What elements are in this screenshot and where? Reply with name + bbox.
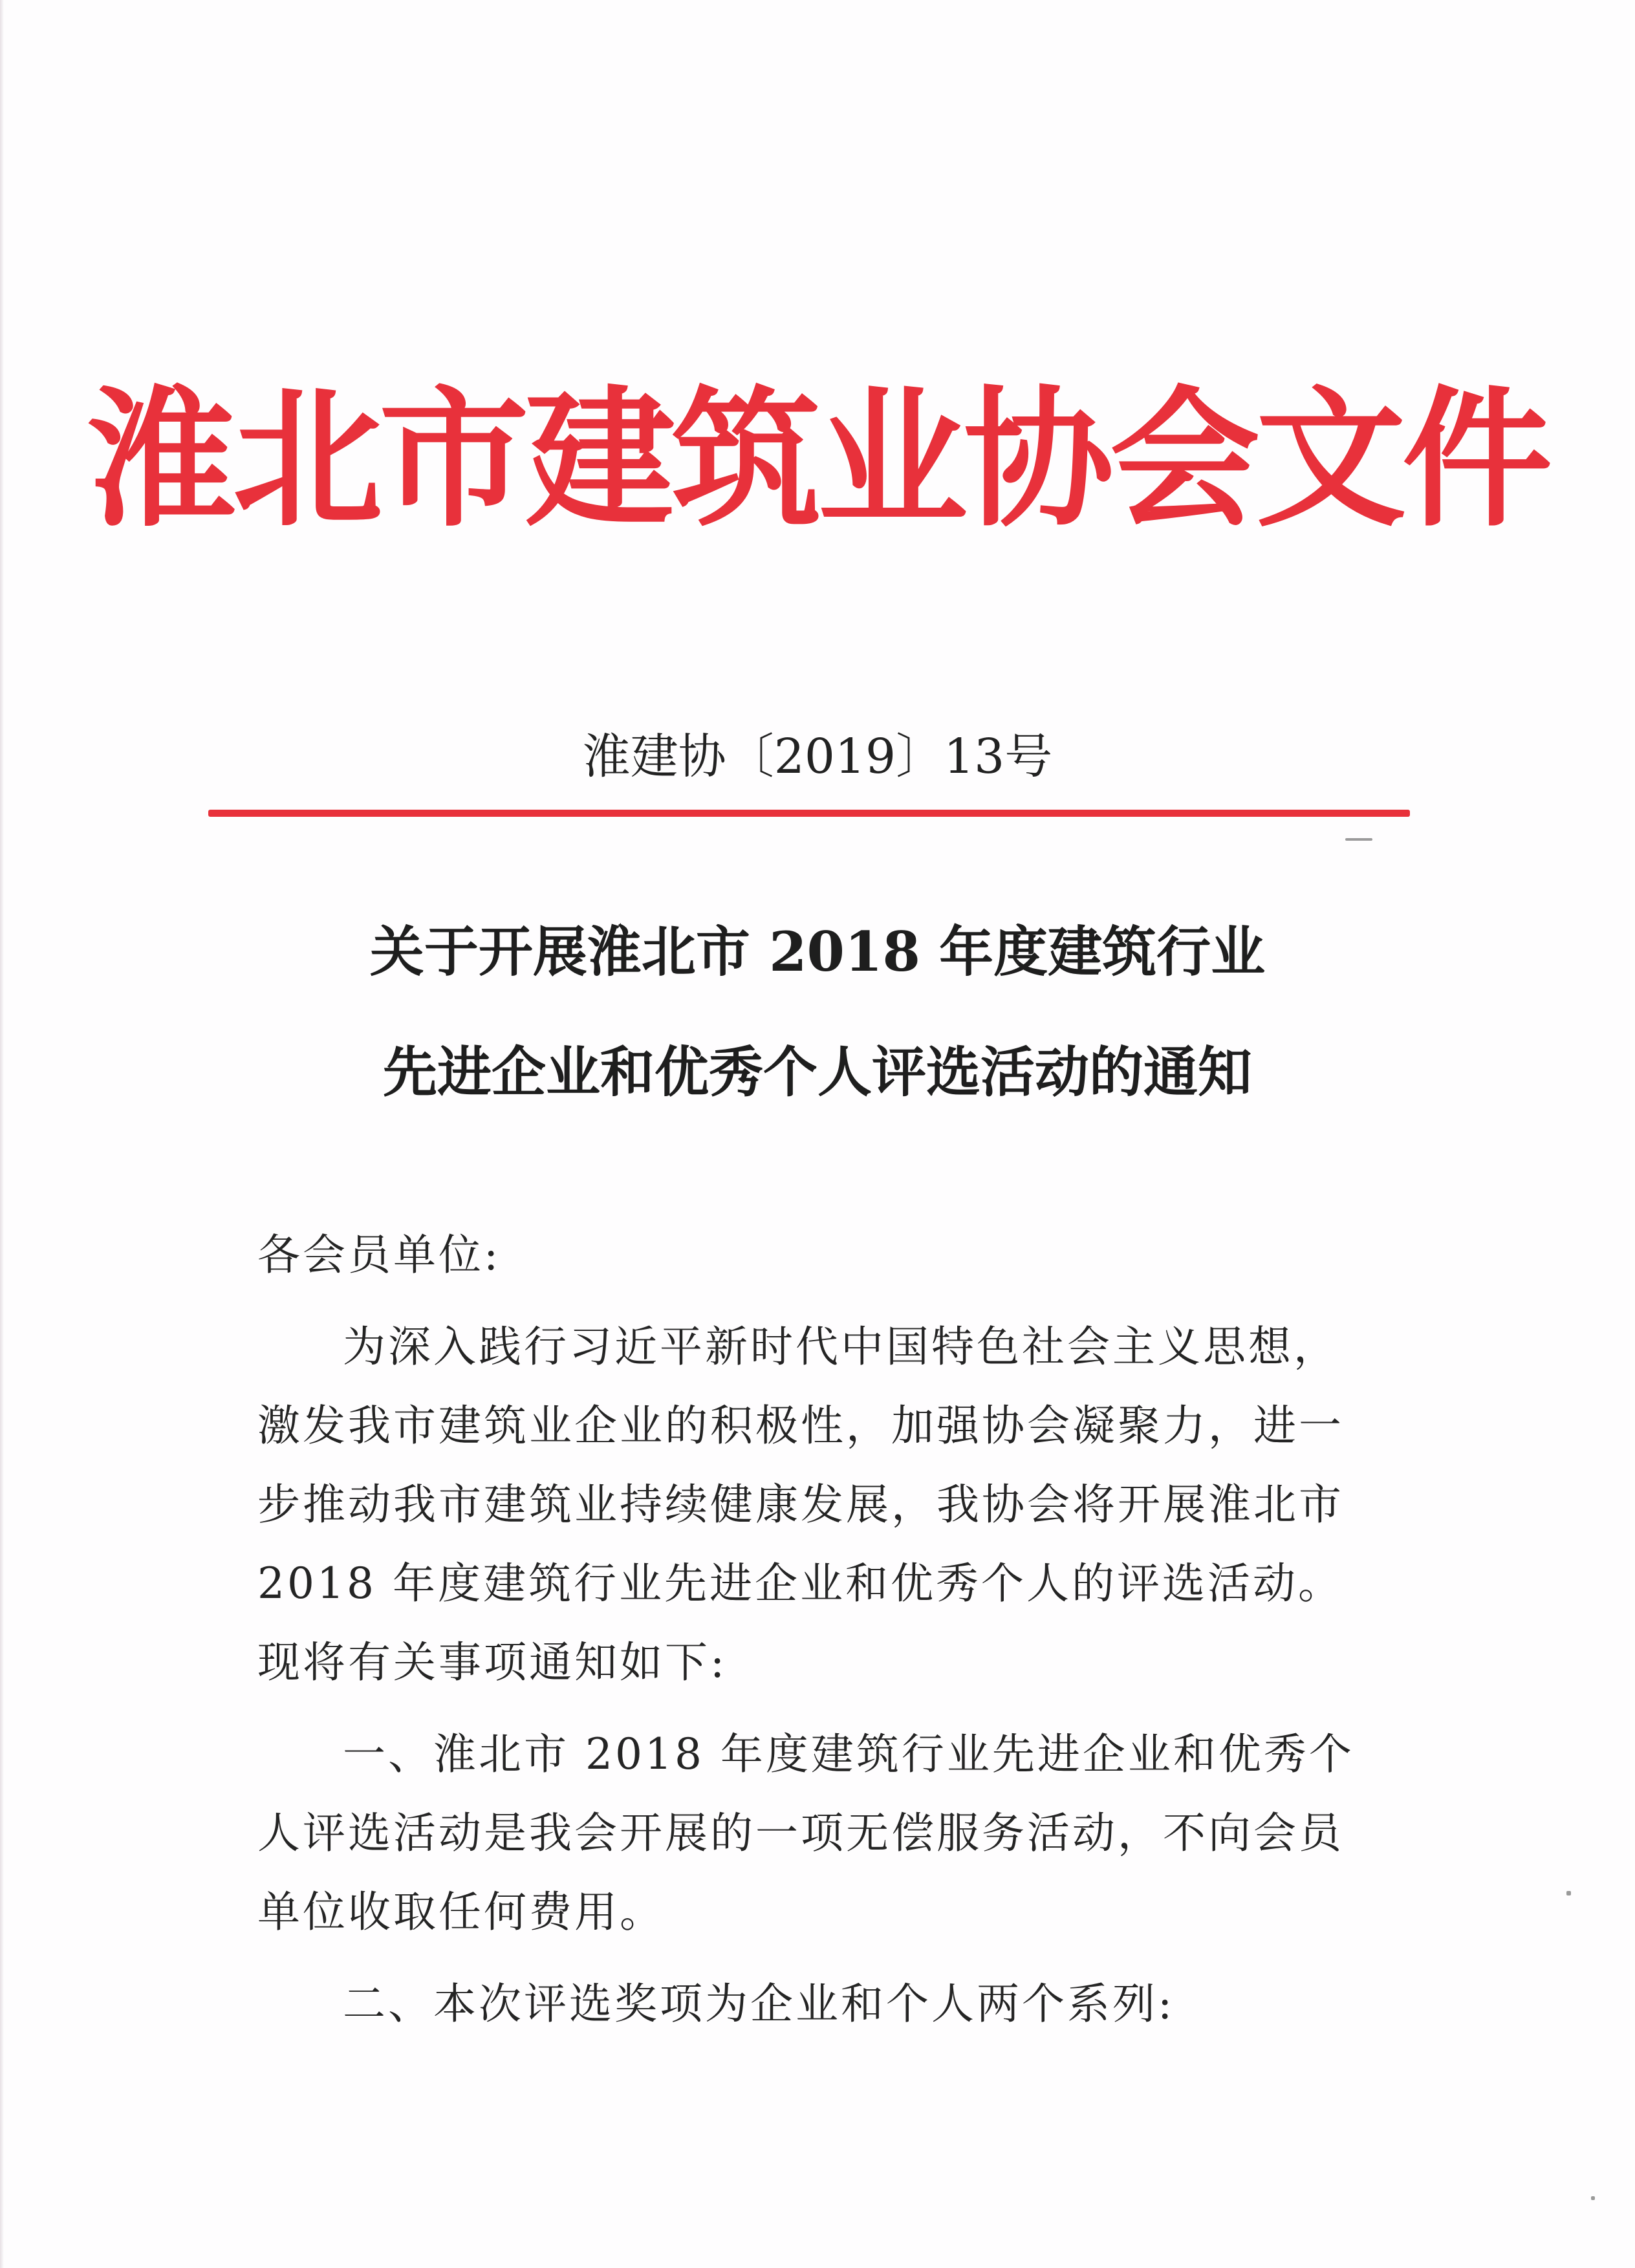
item-one: 一、淮北市 2018 年度建筑行业先进企业和优秀个人评选活动是我会开展的一项无偿服务活动，不向会员单位收取任何费用。 — [257, 1729, 1354, 1937]
item-two: 二、本次评选奖项为企业和个人两个系列: — [343, 1979, 1175, 2029]
notice-title-line-2: 先进企业和优秀个人评选活动的通知 — [382, 1040, 1252, 1104]
scan-edge-shadow — [0, 0, 4, 2268]
paragraph-intro: 为深入践行习近平新时代中国特色社会主义思想，激发我市建筑业企业的积极性，加强协会凝聚力，进一步推动我市建筑业持续健康发展，我协会将开展淮北市 2018 年度建筑行业先进企业和优秀个人的评选活动。现将有关事项通知如下: — [257, 1322, 1344, 1687]
red-separator-line — [208, 810, 1410, 817]
salutation: 各会员单位: — [257, 1230, 501, 1280]
notice-title-line-1: 关于开展淮北市 2018 年度建筑行业 — [369, 920, 1266, 984]
notice-body — [257, 1216, 1370, 2044]
scan-speck — [1566, 1891, 1571, 1895]
document-number: 淮建协〔2019〕13号 — [582, 729, 1053, 784]
scan-speck — [1345, 838, 1372, 841]
scan-speck — [1591, 2196, 1595, 2200]
organization-header: 淮北市建筑业协会文件 — [86, 371, 1548, 547]
